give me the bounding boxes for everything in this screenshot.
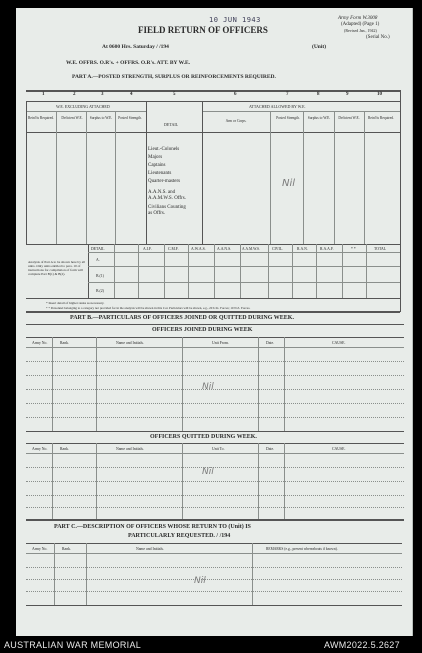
rule [164,244,165,298]
rule [188,244,189,298]
time-date-line: At 0600 Hrs. Saturday / /194 [102,44,169,50]
rule [86,111,87,245]
sub-header: Deficient W.E. [338,116,360,120]
rule [26,467,404,468]
col-header: Date. [266,341,275,345]
rule [303,111,304,245]
column-numbers [16,92,412,100]
rule [88,282,400,283]
rule [26,244,400,245]
analysis-row-label: A. [96,258,100,262]
analysis-header: A.A.M.W.S. [242,247,260,251]
joined-title: OFFICERS JOINED DURING WEEK [152,327,253,333]
footer-institution: AUSTRALIAN WAR MEMORIAL [4,640,142,650]
col-header: Army No. [32,341,48,345]
rule [146,101,147,245]
rule [364,111,365,245]
analysis-row-label: B.(1) [96,274,104,278]
rule [88,252,400,253]
analysis-header: A.A.N.S. [217,247,232,251]
handwritten-nil: Nil [194,576,206,586]
rule [26,519,404,521]
we-excluding-header: W.E. EXCLUDING ATTACHED [56,104,110,109]
col-header: Unit From. [212,341,229,345]
part-c-title: PART C.—DESCRIPTION OF OFFICERS WHOSE RETURN TO (Unit) IS [54,524,251,530]
rule [26,101,27,245]
rank-label: Majors [148,155,163,160]
rank-label: as Offrs. [148,211,166,216]
rule [26,311,400,313]
rule [26,431,404,432]
form-page [16,8,413,636]
sub-header: Rein'fts Required. [28,116,54,120]
rule [26,298,400,299]
detail-header: DETAIL [164,122,179,127]
rule [270,111,271,245]
sub-header: Rein'fts Required. [368,116,394,120]
part-c-subtitle: PARTICULARLY REQUESTED. / /194 [128,533,231,539]
analysis-row-label: B.(2) [96,289,104,293]
col-header: CAUSE. [332,341,346,345]
quitted-table [26,443,404,519]
analysis-header: * * [351,247,356,251]
sub-header: Arm or Corps. [225,119,247,123]
unit-label: (Unit) [312,44,327,50]
rank-label: Lieut.-Colonels [148,147,180,152]
col-header: Rank. [62,547,71,551]
footnote: * * Personnel belonging to a category not provided for in the analysis will be shown in this Col. Particulars will be shown, e.g., 20 U.K. Forces; 10 N.Z. Forces. [46,306,251,310]
rank-label: Lieutenants [148,171,172,176]
rule [26,375,404,376]
col-header: Name and Initials. [116,341,144,345]
rank-label: Quarter-masters [148,179,181,184]
analysis-note: Analysis of Part A to be shown here by all units. Only units entitled to para. 10 of instructions for compilation of form will complete Part B(1) & B(2). [28,260,86,276]
analysis-header: A.I.F. [143,247,152,251]
col-header: REMARKS (e.g., present whereabouts if known). [266,547,338,551]
rule [26,403,404,404]
rule [56,111,57,245]
rule [26,591,402,592]
col-number: 7 [286,92,289,97]
rank-label: A.A.M.W.S. Offrs. [148,196,186,201]
col-number: 8 [317,92,320,97]
rule [26,389,404,390]
rule [138,244,139,298]
sub-header: Surplus to W.E. [89,116,113,120]
sub-header: Surplus to W.E. [307,116,331,120]
rule [202,111,400,112]
rule [26,605,402,606]
date-stamp: 10 JUN 1943 [209,16,261,24]
rule [400,90,401,312]
footnote: * Insert detail of higher ranks as necessary. [46,301,105,305]
col-number: 2 [73,92,76,97]
part-c-table [26,543,402,605]
col-header: Unit To. [212,447,225,451]
rule [202,101,203,245]
rule [26,361,404,362]
form-revision: (Revised Jan., 1942) [344,28,377,33]
rule [115,111,116,245]
attached-allowed-header: ATTACHED ALLOWED BY W.E. [249,104,306,109]
analysis-header: C.M.F. [168,247,179,251]
rule [26,495,404,496]
col-header: Name and Initials. [136,547,164,551]
form-title: FIELD RETURN OF OFFICERS [138,25,268,35]
analysis-header: CIVIL. [272,247,284,251]
rule [54,543,55,605]
col-number: 1 [42,92,45,97]
col-number: 4 [130,92,133,97]
col-header: Army No. [32,547,48,551]
rank-label: Civilians Counting [148,205,186,210]
col-number: 9 [346,92,349,97]
serial-label: (Serial No.) [366,35,390,40]
analysis-header: DETAIL [91,247,105,251]
handwritten-nil: Nil [282,178,296,189]
rule [240,244,241,298]
rule [268,244,269,298]
sub-header: Posted Strength. [276,116,300,120]
col-header: CAUSE. [332,447,346,451]
rule [316,244,317,298]
analysis-header: R.A.A.F. [320,247,334,251]
col-number: 10 [377,92,382,97]
rule [26,417,404,418]
quitted-title: OFFICERS QUITTED DURING WEEK. [150,434,257,440]
part-b-title: PART B.—PARTICULARS OF OFFICERS JOINED OR QUITTED DURING WEEK. [70,315,294,321]
rule [26,481,404,482]
joined-table [26,337,404,431]
we-line: W.E. OFFRS. O.R's. + OFFRS. O.R's. ATT. BY W.E. [66,60,191,66]
part-a-title: PART A.—POSTED STRENGTH, SURPLUS OR REINFORCEMENTS REQUIRED. [72,74,276,80]
rule [114,244,115,298]
col-number: 5 [173,92,176,97]
rule [214,244,215,298]
rule [26,567,402,568]
col-header: Name and Initials. [116,447,144,451]
rule [26,324,404,325]
form-id-sub: (Adapted) (Page 1) [341,22,380,27]
rule [86,543,87,605]
analysis-header: TOTAL [374,247,387,251]
rule [88,266,400,267]
analysis-header: A.W.A.S. [191,247,206,251]
sub-header: Posted Strength. [118,116,142,120]
col-header: Date. [266,447,275,451]
form-id: Army Form W.3008 [338,16,378,21]
rule [26,507,404,508]
analysis-header: R.A.N. [297,247,308,251]
rule [26,101,400,102]
handwritten-nil: Nil [202,382,214,392]
rule [292,244,293,298]
rule [342,244,343,298]
rule [366,244,367,298]
rule [334,111,335,245]
col-number: 3 [101,92,104,97]
col-number: 6 [234,92,237,97]
rank-label: A.A.N.S. and [148,190,176,195]
rule [26,579,402,580]
handwritten-nil: Nil [202,467,214,477]
footer-catalog-id: AWM2022.5.2627 [324,640,400,650]
rule [26,132,400,133]
sub-header: Deficient W.E. [61,116,83,120]
rule [252,543,253,605]
col-header: Army No. [32,447,48,451]
rank-label: Captains [148,163,166,168]
col-header: Rank. [60,447,69,451]
col-header: Rank. [60,341,69,345]
